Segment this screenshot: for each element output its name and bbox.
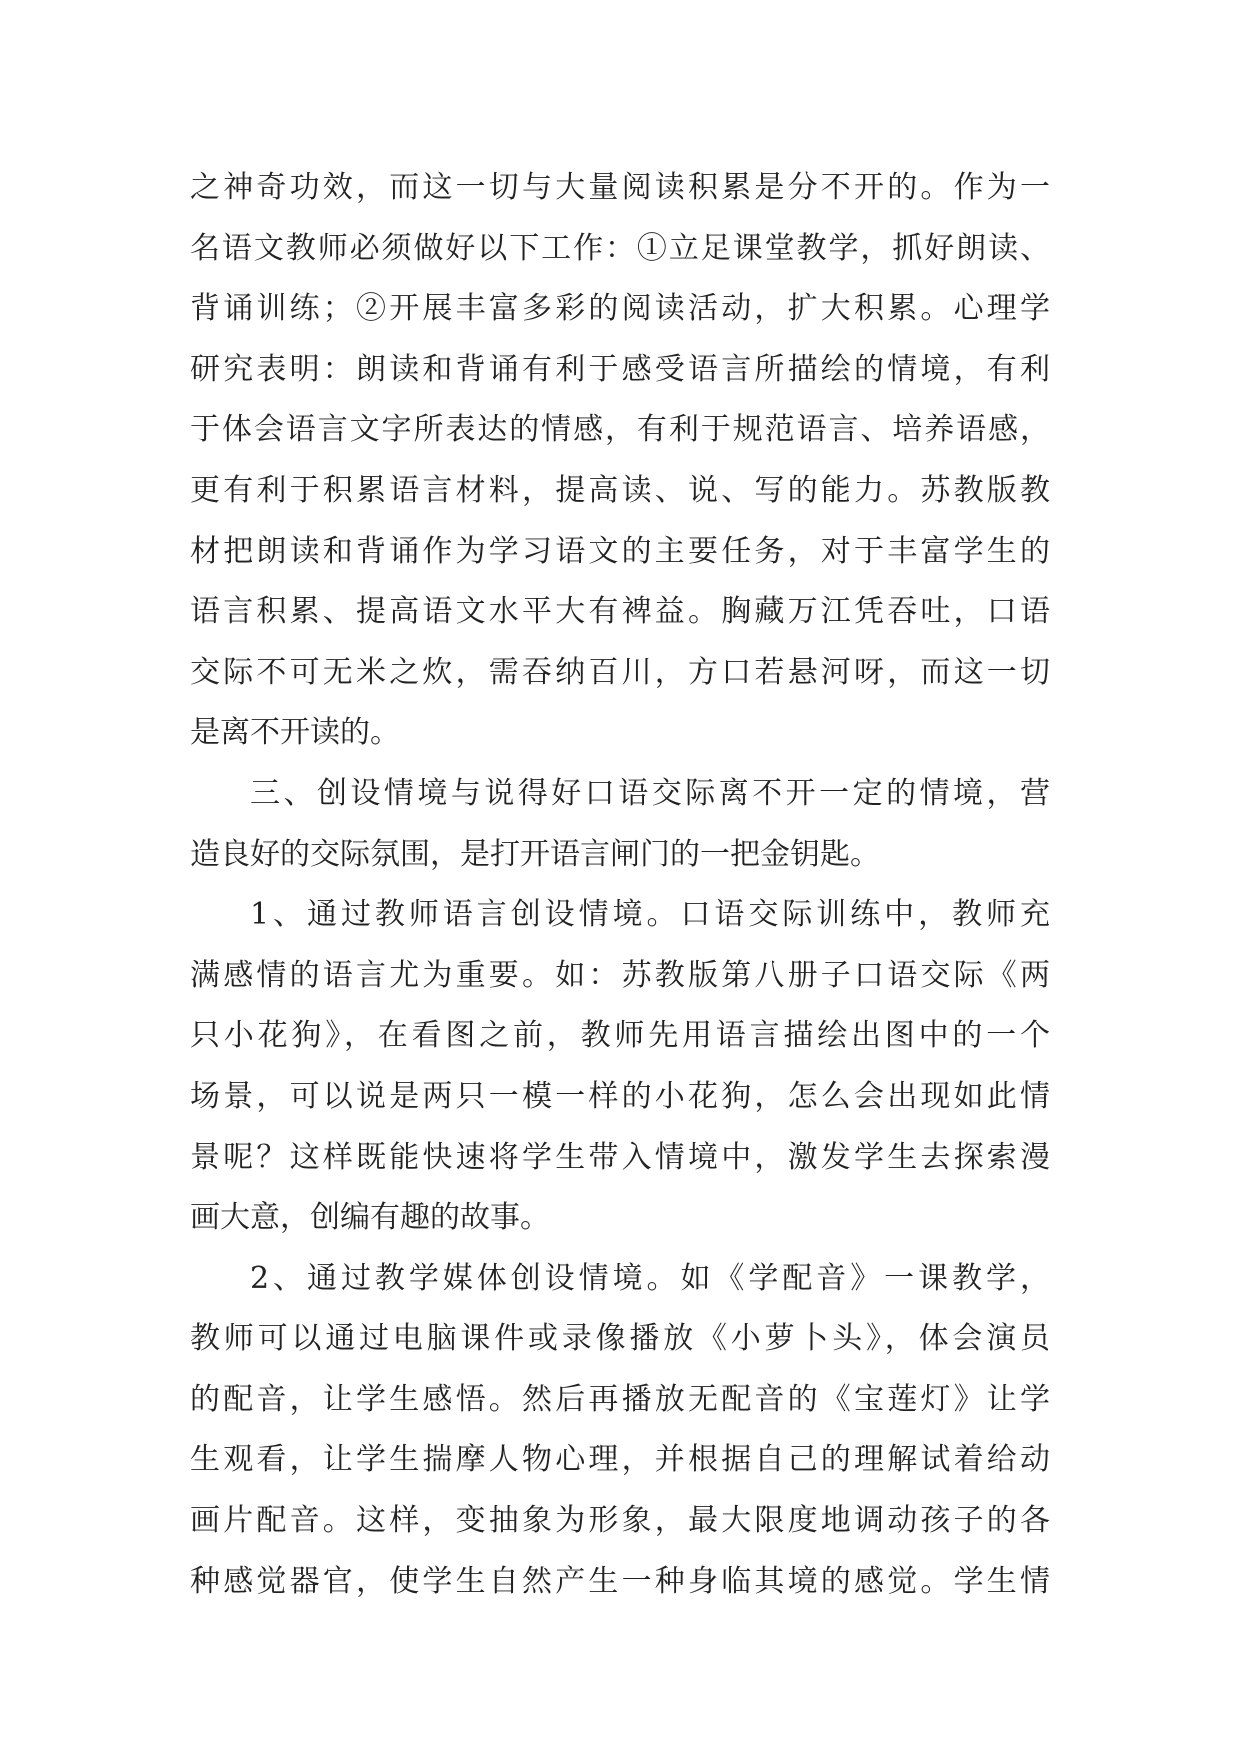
text-line: 只小花狗》，在看图之前，教师先用语言描绘出图中的一个 <box>190 1018 1050 1054</box>
text-line: 景呢？这样既能快速将学生带入情境中，激发学生去探索漫 <box>190 1139 1050 1175</box>
text-line: 研究表明：朗读和背诵有利于感受语言所描绘的情境，有利 <box>190 351 1050 387</box>
text-line: 画片配音。这样，变抽象为形象，最大限度地调动孩子的各 <box>190 1503 1050 1539</box>
text-line: 2、通过教学媒体创设情境。如《学配音》一课教学， <box>250 1260 1050 1296</box>
text-line: 名语文教师必须做好以下工作：①立足课堂教学，抓好朗读、 <box>190 230 1050 266</box>
text-line: 造良好的交际氛围，是打开语言闸门的一把金钥匙。 <box>190 836 880 872</box>
text-line: 的配音，让学生感悟。然后再播放无配音的《宝莲灯》让学 <box>190 1381 1050 1417</box>
text-line: 种感觉器官，使学生自然产生一种身临其境的感觉。学生情 <box>190 1563 1050 1599</box>
text-line: 背诵训练；②开展丰富多彩的阅读活动，扩大积累。心理学 <box>190 291 1050 327</box>
text-line: 画大意，创编有趣的故事。 <box>190 1200 550 1236</box>
text-line: 之神奇功效，而这一切与大量阅读积累是分不开的。作为一 <box>190 170 1050 205</box>
text-line: 教师可以通过电脑课件或录像播放《小萝卜头》，体会演员 <box>190 1321 1050 1357</box>
text-line: 更有利于积累语言材料，提高读、说、写的能力。苏教版教 <box>190 472 1050 508</box>
text-line: 交际不可无米之炊，需吞纳百川，方口若悬河呀，而这一切 <box>190 654 1050 690</box>
text-line: 三、创设情境与说得好口语交际离不开一定的情境，营 <box>250 775 1050 811</box>
text-line: 满感情的语言尤为重要。如：苏教版第八册子口语交际《两 <box>190 957 1050 993</box>
text-line: 材把朗读和背诵作为学习语文的主要任务，对于丰富学生的 <box>190 533 1050 569</box>
body-text <box>190 158 1050 1612</box>
text-line: 语言积累、提高语文水平大有裨益。胸藏万江凭吞吐，口语 <box>190 594 1050 630</box>
text-line: 1、通过教师语言创设情境。口语交际训练中，教师充 <box>250 897 1050 933</box>
text-line: 是离不开读的。 <box>190 715 400 751</box>
text-line: 于体会语言文字所表达的情感，有利于规范语言、培养语感， <box>190 412 1050 448</box>
text-line: 场景，可以说是两只一模一样的小花狗，怎么会出现如此情 <box>190 1078 1050 1114</box>
text-line: 生观看，让学生揣摩人物心理，并根据自己的理解试着给动 <box>190 1442 1050 1478</box>
